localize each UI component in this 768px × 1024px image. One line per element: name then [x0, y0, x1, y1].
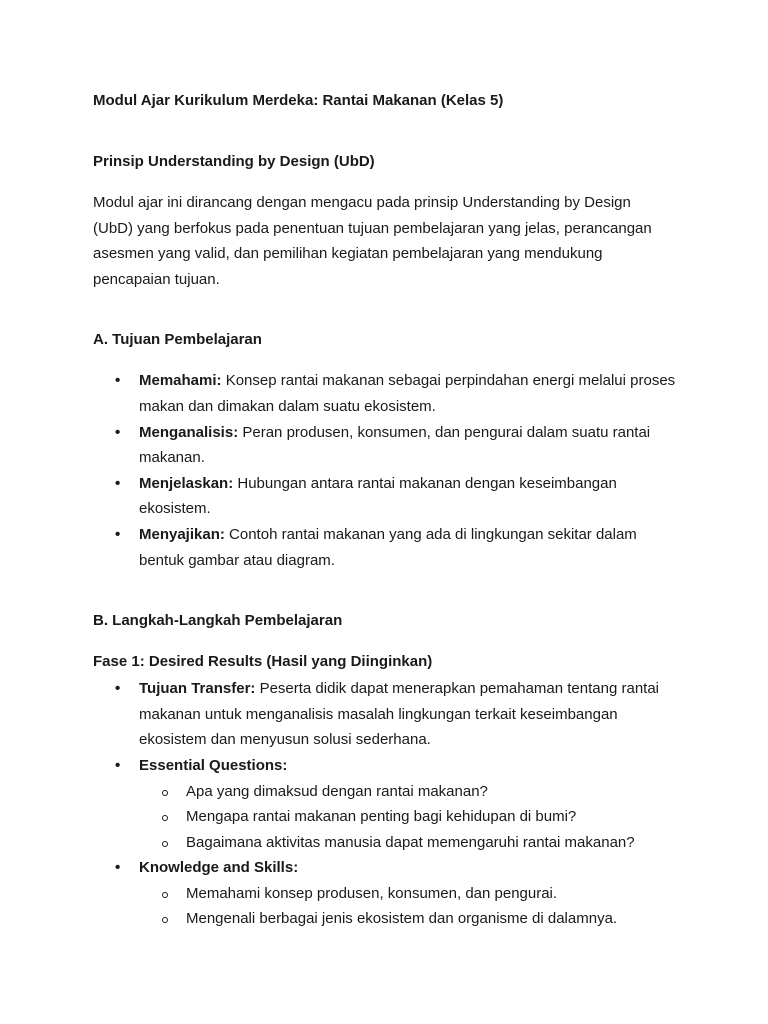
item-text: Contoh rantai makanan yang ada di lingkungan sekitar dalam bentuk gambar atau diagram.	[139, 525, 637, 569]
section-a-heading: A. Tujuan Pembelajaran	[93, 331, 262, 349]
item-term: Menganalisis:	[139, 423, 239, 441]
sub-list-item	[139, 804, 678, 830]
item-term: Knowledge and Skills:	[139, 859, 299, 877]
sub-list-item	[139, 830, 678, 856]
sub-list-item	[139, 779, 678, 805]
learning-objectives-list	[93, 368, 678, 573]
phase-1-list	[93, 676, 678, 932]
bullet-icon: •	[115, 474, 121, 492]
bullet-icon: •	[115, 423, 121, 441]
knowledge-skills-list	[139, 881, 678, 932]
essential-questions-list	[139, 779, 678, 856]
sub-list-item	[139, 906, 678, 932]
circle-bullet-icon	[162, 815, 168, 821]
list-item	[93, 855, 678, 932]
circle-bullet-icon	[162, 841, 168, 847]
item-text: Peserta didik dapat menerapkan pemahaman tentang rantai makanan untuk menganalisis masalah lingkungan terkait keseimbangan ekosistem dan menyusun solusi sederhana.	[139, 680, 659, 749]
sub-item-text: Apa yang dimaksud dengan rantai makanan?	[186, 782, 488, 800]
bullet-icon: •	[115, 859, 121, 877]
circle-bullet-icon	[162, 892, 168, 898]
item-term: Tujuan Transfer:	[139, 680, 256, 698]
phase-1-heading: Fase 1: Desired Results (Hasil yang Diinginkan)	[93, 653, 433, 671]
list-item	[93, 676, 678, 753]
item-text: Konsep rantai makanan sebagai perpindahan energi melalui proses makan dan dimakan dalam suatu ekosistem.	[139, 372, 676, 415]
sub-item-text: Bagaimana aktivitas manusia dapat memengaruhi rantai makanan?	[186, 833, 635, 851]
bullet-icon: •	[115, 372, 121, 390]
item-term: Essential Questions:	[139, 756, 288, 774]
sub-item-text: Mengapa rantai makanan penting bagi kehidupan di bumi?	[186, 808, 577, 826]
item-term: Menyajikan:	[139, 525, 225, 543]
list-item	[93, 471, 678, 522]
list-item	[93, 368, 678, 419]
sub-item-text: Mengenali berbagai jenis ekosistem dan organisme di dalamnya.	[186, 910, 618, 928]
ubd-paragraph: Modul ajar ini dirancang dengan mengacu pada prinsip Understanding by Design (UbD) yang berfokus pada penentuan tujuan pembelajaran yang jelas, perancangan asesmen yang valid, dan pemilihan kegiatan pembelajaran yang mendukung pencapaian tujuan.	[93, 194, 652, 288]
bullet-icon: •	[115, 680, 121, 698]
bullet-icon: •	[115, 756, 121, 774]
ubd-heading: Prinsip Understanding by Design (UbD)	[93, 153, 375, 170]
circle-bullet-icon	[162, 917, 168, 923]
document-title: Modul Ajar Kurikulum Merdeka: Rantai Makanan (Kelas 5)	[93, 92, 504, 109]
item-text: Peran produsen, konsumen, dan pengurai dalam suatu rantai makanan.	[139, 423, 651, 467]
item-term: Memahami:	[139, 372, 222, 390]
list-item	[93, 420, 678, 471]
section-b-heading: B. Langkah-Langkah Pembelajaran	[93, 612, 343, 630]
list-item	[93, 522, 678, 573]
sub-list-item	[139, 881, 678, 907]
bullet-icon: •	[115, 525, 121, 543]
circle-bullet-icon	[162, 790, 168, 796]
item-term: Menjelaskan:	[139, 474, 234, 492]
list-item	[93, 753, 678, 855]
sub-item-text: Memahami konsep produsen, konsumen, dan pengurai.	[186, 884, 558, 902]
item-text: Hubungan antara rantai makanan dengan keseimbangan ekosistem.	[139, 474, 617, 518]
